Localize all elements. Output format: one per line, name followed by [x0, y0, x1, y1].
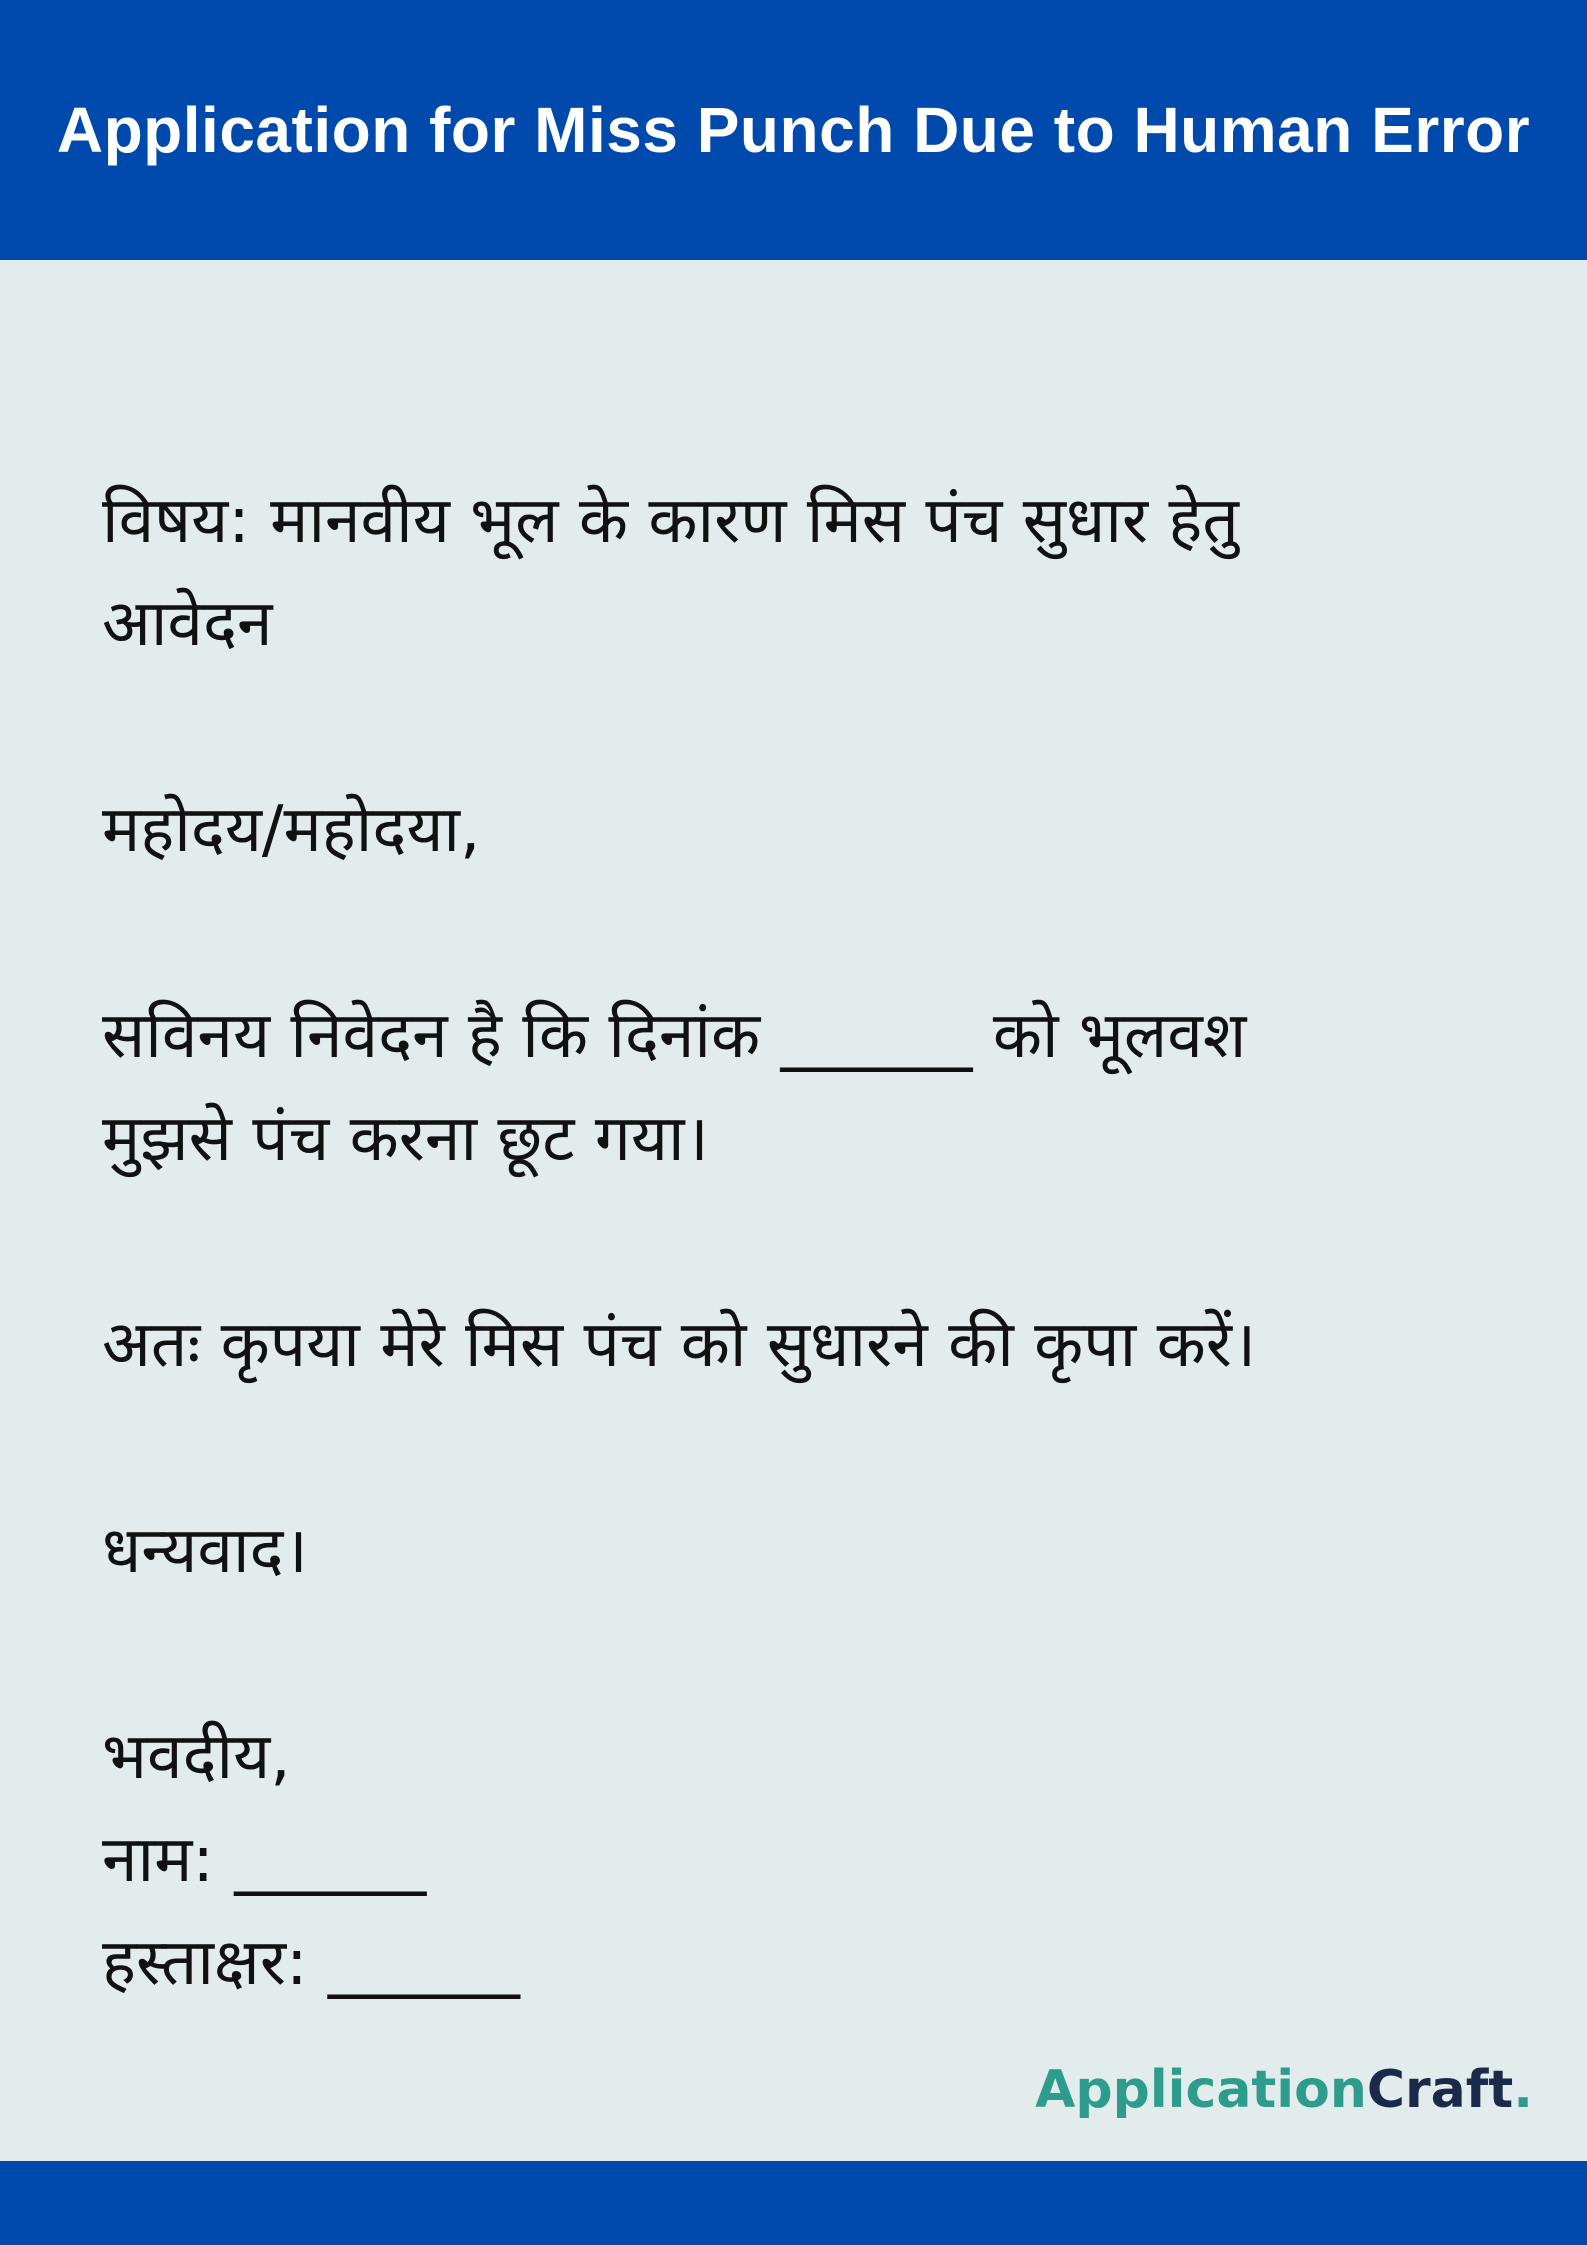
spacer — [102, 1397, 1442, 1500]
body-line-continued: मुझसे पंच करना छूट गया। — [102, 1102, 709, 1176]
spacer — [102, 882, 1442, 985]
request-line: अतः कृपया मेरे मिस पंच को सुधारने की कृपा करें। — [102, 1308, 1257, 1382]
brand-logo-part2: Craft — [1366, 2060, 1514, 2120]
brand-logo-part1: Application — [1035, 2060, 1367, 2120]
subject-line: विषय: मानवीय भूल के कारण मिस पंच सुधार हेतु — [102, 484, 1239, 558]
brand-logo — [1035, 2060, 1533, 2120]
letter-body — [102, 470, 1442, 2015]
signature-line: हस्ताक्षर: ______ — [102, 1926, 520, 2000]
subject-line-continued: आवेदन — [102, 587, 273, 661]
page-title: Application for Miss Punch Due to Human Error — [56, 94, 1531, 166]
spacer — [102, 1191, 1442, 1294]
name-line: नाम: ______ — [102, 1823, 427, 1897]
spacer — [102, 1603, 1442, 1706]
thanks-line: धन्यवाद। — [102, 1514, 308, 1588]
spacer — [102, 676, 1442, 779]
body-line: सविनय निवेदन है कि दिनांक ______ को भूलवश — [102, 999, 1247, 1073]
brand-logo-dot: . — [1513, 2060, 1533, 2120]
closing-line: भवदीय, — [102, 1720, 291, 1794]
header-banner — [0, 0, 1587, 260]
salutation: महोदय/महोदया, — [102, 793, 481, 867]
footer-bar — [0, 2161, 1587, 2245]
